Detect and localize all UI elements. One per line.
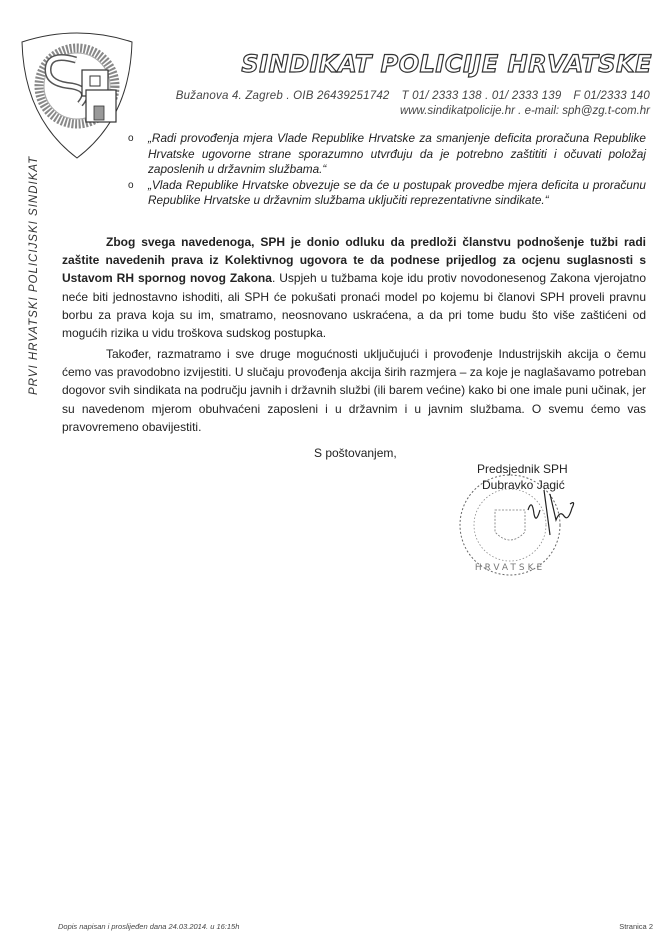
list-item-text: „Vlada Republike Hrvatske obvezuje se da će u postupak provedbe mjera deficita u proračunu Republike Hrvatske u državnim službama uključiti reprezentativne sindikate.“ [148, 177, 646, 207]
address: Bužanova 4. Zagreb . OIB 26439251742 [175, 90, 390, 102]
paragraph-other-actions: Također, razmatramo i sve druge mogućnosti uključujući i provođenje Industrijskih akcija o čemu ćemo vas pravodobno izvijestiti. U slučaju provođenja akcija širih razmjera – za koje je naglašavamo potreban dogovor svih sindikata na području javnih i državnih službi (ili barem većine) kako bi one imale puni učinak, jer su navedenom mjerom obuhvaćeni zaposleni i u državnim i u javnim službama. O svemu ćemo vas pravovremeno obavijestiti. [62, 347, 646, 434]
fax-number: F 01/2333 140 [573, 90, 650, 102]
organization-name: SINDIKAT POLICIJE HRVATSKE [241, 50, 652, 78]
contact-web-email: www.sindikatpolicije.hr . e-mail: sph@zg.t-com.hr [399, 105, 650, 117]
bullet-circle-icon: o [128, 133, 134, 144]
phone-numbers: T 01/ 2333 138 . 01/ 2333 139 [401, 90, 562, 102]
shield-logo-icon [18, 28, 136, 160]
side-vertical-text: PRVI HRVATSKI POLICIJSKI SINDIKAT [28, 155, 40, 395]
contact-address-phone [176, 90, 650, 102]
signer-title: Predsjednik SPH [477, 462, 568, 476]
quoted-agreement-list [126, 131, 646, 209]
list-item [126, 178, 646, 209]
paragraph-bold-text: Zbog svega navedenoga, SPH je donio odluku da predloži članstvu podnošenje tužbi radi zaštite navedenih prava iz Kolektivnog ugovora te da podnese prijedlog za ocjenu suglasnosti s Ustavom RH spornog novog Zakona [62, 235, 646, 286]
salutation: S poštovanjem, [314, 446, 397, 460]
stamp-bottom-text: HRVATSKE [474, 563, 546, 573]
bullet-circle-icon: o [128, 179, 134, 191]
sph-logo [18, 28, 136, 160]
list-item [126, 131, 646, 178]
footer-sent-date: Dopis napisan i proslijeđen dana 24.03.2014. u 16:15h [58, 922, 240, 931]
paragraph-regular-text: . Uspjeh u tužbama koje idu protiv novodonesenog Zakona vjerojatno neće biti jednostavno ishoditi, ali SPH će pokušati pronaći model po kojemu bi članovi SPH proveli pravnu borbu za prava koja su im, smatramo, neosnovano uskraćena, a da pri tome budu što više zaštićeni od mogućih rizika u vidu troškova sudskog postupka. [62, 271, 647, 341]
signer-name: Dubravko Jagić [482, 478, 565, 492]
footer-page-number: Stranica 2 [619, 922, 653, 931]
list-item-text: „Radi provođenja mjera Vlade Republike Hrvatske za smanjenje deficita proračuna Republike Hrvatske ugovorne strane sporazumno utvrđuju da je potrebno zaštititi i očuvati položaj zaposlenih u državnim službama.“ [148, 131, 646, 176]
paragraph-decision [62, 233, 646, 342]
